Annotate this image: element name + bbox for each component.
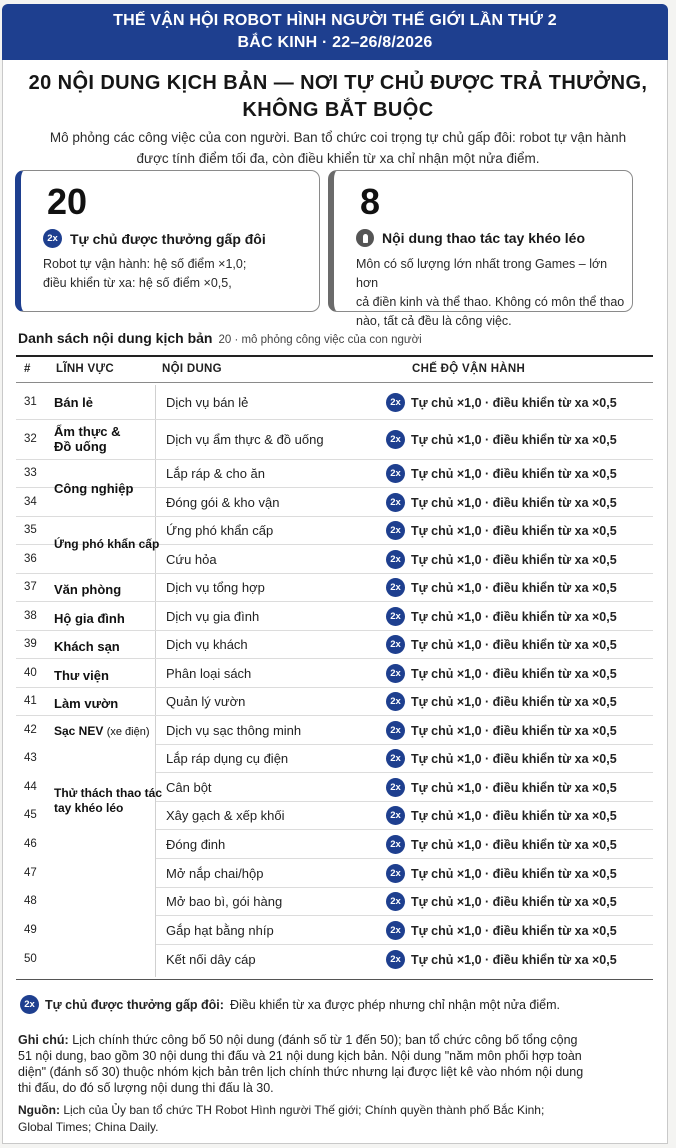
- row-mode-text: Tự chủ ×1,0 · điều khiển từ xa ×0,5: [411, 923, 617, 938]
- row-mode-text: Tự chủ ×1,0 · điều khiển từ xa ×0,5: [411, 609, 617, 624]
- double-badge-icon: 2x: [20, 995, 39, 1014]
- row-mode: [386, 393, 617, 412]
- row-event-name: Cứu hỏa: [166, 552, 217, 567]
- row-event-name: Mở bao bì, gói hàng: [166, 894, 283, 909]
- finger-icon: [356, 229, 374, 247]
- stat-body-line: Robot tự vận hành: hệ số điểm ×1,0;: [43, 257, 247, 271]
- double-badge-icon: 2x: [386, 835, 405, 854]
- col-header-field: LĨNH VỰC: [56, 363, 114, 375]
- row-event-name: Dịch vụ bán lẻ: [166, 395, 249, 410]
- stat-heading: [356, 229, 585, 247]
- notes-line: Lịch chính thức công bố 50 nội dung (đánh số từ 1 đến 50); ban tổ chức công bố tổng cộng: [72, 1033, 578, 1047]
- list-subtitle: 20 · mô phỏng công việc của con người: [218, 334, 422, 346]
- row-mode: [386, 664, 617, 683]
- double-badge-icon: 2x: [386, 864, 405, 883]
- subtitle-line-2: được tính điểm tối đa, còn điều khiển từ xa chỉ nhận một nửa điểm.: [136, 151, 540, 166]
- notes-line: diện" (đánh số 30) thuộc nhóm kịch bản trên lịch chính thức nhưng lại được liệt kê vào nhóm nội dung: [18, 1065, 584, 1079]
- row-mode-text: Tự chủ ×1,0 · điều khiển từ xa ×0,5: [411, 523, 617, 538]
- field-label-text: Làm vườn: [54, 696, 119, 711]
- field-label-text: Khách sạn: [54, 639, 120, 654]
- row-event-name: Gắp hạt bằng nhíp: [166, 923, 274, 938]
- field-label-text: Thử thách thao tác: [54, 786, 163, 800]
- row-mode: [386, 692, 617, 711]
- table-row: [16, 745, 653, 773]
- row-event-name: Cân bột: [166, 780, 212, 795]
- title-line-1: 20 NỘI DUNG KỊCH BẢN — NƠI TỰ CHỦ ĐƯỢC TRẢ THƯỞNG,: [28, 72, 648, 94]
- row-mode-text: Tự chủ ×1,0 · điều khiển từ xa ×0,5: [411, 466, 617, 481]
- double-badge-icon: 2x: [386, 806, 405, 825]
- double-badge-icon: 2x: [386, 493, 405, 512]
- row-mode: [386, 493, 617, 512]
- row-mode: [386, 749, 617, 768]
- row-number: 49: [24, 924, 37, 936]
- subtitle-line-1: Mô phỏng các công việc của con người. Ban tổ chức coi trọng tự chủ gấp đôi: robot tự vận hành: [49, 130, 627, 145]
- title-line-2: KHÔNG BẮT BUỘC: [242, 99, 434, 121]
- source: [18, 1102, 648, 1136]
- row-number: 48: [24, 895, 37, 907]
- row-mode-text: Tự chủ ×1,0 · điều khiển từ xa ×0,5: [411, 694, 617, 709]
- row-mode: [386, 892, 617, 911]
- row-event-name: Lắp ráp dụng cụ điện: [166, 751, 289, 766]
- stat-card-dexterity: [328, 170, 633, 328]
- row-event-name: Dịch vụ tổng hợp: [166, 580, 265, 595]
- row-mode-text: Tự chủ ×1,0 · điều khiển từ xa ×0,5: [411, 432, 617, 447]
- field-label-text: Ẩm thực &: [54, 424, 121, 439]
- field-label-text: tay khéo léo: [54, 801, 124, 815]
- table-row: [16, 830, 653, 859]
- row-number: 43: [24, 752, 37, 764]
- stat-body-line: cả điền kinh và thể thao. Không có môn thể thao: [356, 295, 625, 309]
- row-mode-text: Tự chủ ×1,0 · điều khiển từ xa ×0,5: [411, 637, 617, 652]
- row-mode: [386, 721, 617, 740]
- stat-card-autonomy: [15, 170, 320, 312]
- stat-body-line: điều khiển từ xa: hệ số điểm ×0,5,: [43, 276, 232, 290]
- row-mode-text: Tự chủ ×1,0 · điều khiển từ xa ×0,5: [411, 580, 617, 595]
- field-label-text: Hộ gia đình: [54, 611, 125, 626]
- row-event-name: Ứng phó khẩn cấp: [166, 523, 274, 538]
- row-mode-text: Tự chủ ×1,0 · điều khiển từ xa ×0,5: [411, 780, 617, 795]
- field-label: [54, 611, 125, 626]
- row-event-name: Dịch vụ ẩm thực & đồ uống: [166, 432, 324, 447]
- row-number: 33: [24, 467, 37, 479]
- double-badge-icon: 2x: [386, 607, 405, 626]
- stat-number: 8: [360, 181, 381, 222]
- stat-body-line: nào, tất cả đều là công việc.: [356, 314, 512, 328]
- row-number: 39: [24, 638, 37, 650]
- double-badge-icon: 2x: [386, 430, 405, 449]
- row-mode: [386, 950, 617, 969]
- table-row: [16, 385, 653, 420]
- row-event-name: Phân loại sách: [166, 666, 252, 681]
- row-mode: [386, 607, 617, 626]
- row-mode-text: Tự chủ ×1,0 · điều khiển từ xa ×0,5: [411, 666, 617, 681]
- table-row: [16, 859, 653, 888]
- row-event-name: Xây gạch & xếp khối: [166, 808, 285, 823]
- row-mode-text: Tự chủ ×1,0 · điều khiển từ xa ×0,5: [411, 395, 617, 410]
- col-header-item: NỘI DUNG: [162, 363, 222, 375]
- double-badge-icon: 2x: [386, 578, 405, 597]
- row-number: 50: [24, 953, 37, 965]
- double-badge-icon: 2x: [386, 950, 405, 969]
- row-number: 46: [24, 838, 37, 850]
- field-label-text: Thư viện: [54, 668, 109, 683]
- field-label-text: Sạc NEV: [54, 724, 104, 738]
- banner-line-2: BẮC KINH · 22–26/8/2026: [237, 34, 433, 51]
- double-badge-icon: 2x: [386, 692, 405, 711]
- field-label: [54, 639, 120, 654]
- row-number: 36: [24, 553, 37, 565]
- row-mode-text: Tự chủ ×1,0 · điều khiển từ xa ×0,5: [411, 952, 617, 967]
- page-subtitle: [20, 127, 656, 169]
- field-label: [54, 724, 150, 740]
- row-number: 45: [24, 809, 37, 821]
- row-event-name: Đóng đinh: [166, 837, 226, 852]
- stat-number: 20: [47, 181, 88, 222]
- row-event-name: Lắp ráp & cho ăn: [166, 466, 266, 481]
- field-label: [54, 786, 162, 816]
- row-number: 47: [24, 867, 37, 879]
- col-header-mode: CHẾ ĐỘ VẬN HÀNH: [412, 363, 526, 375]
- divider: [16, 382, 653, 383]
- row-mode: [386, 835, 617, 854]
- field-label-text: Đồ uống: [54, 439, 107, 454]
- row-mode: [386, 550, 617, 569]
- row-mode-text: Tự chủ ×1,0 · điều khiển từ xa ×0,5: [411, 552, 617, 567]
- field-label: [54, 582, 121, 597]
- row-mode: [386, 464, 617, 483]
- double-badge-icon: 2x: [386, 521, 405, 540]
- list-title-text: Danh sách nội dung kịch bản: [18, 330, 213, 346]
- field-label: [54, 424, 120, 454]
- double-badge-icon: 2x: [386, 892, 405, 911]
- source-line: Global Times; China Daily.: [18, 1120, 159, 1134]
- divider: [16, 979, 653, 980]
- double-badge-icon: 2x: [386, 635, 405, 654]
- row-number: 31: [24, 396, 37, 408]
- row-number: 40: [24, 667, 37, 679]
- field-label-text: Ứng phó khẩn cấp: [54, 537, 160, 551]
- page-title: [0, 70, 676, 124]
- row-number: 34: [24, 496, 37, 508]
- row-mode: [386, 521, 617, 540]
- notes: [18, 1032, 648, 1096]
- row-number: 42: [24, 724, 37, 736]
- notes-line: 51 nội dung, bao gồm 30 nội dung thi đấu và 21 nội dung kịch bản. Nội dung "năm môn phối hợp toàn: [18, 1049, 582, 1063]
- double-badge-icon: 2x: [386, 749, 405, 768]
- field-label: [54, 696, 118, 711]
- list-title: [18, 330, 422, 346]
- double-badge-icon: 2x: [386, 550, 405, 569]
- field-label: [54, 395, 93, 410]
- double-badge-icon: 2x: [386, 921, 405, 940]
- row-mode-text: Tự chủ ×1,0 · điều khiển từ xa ×0,5: [411, 723, 617, 738]
- field-label-text: Bán lẻ: [54, 395, 94, 410]
- source-line: Lịch của Ủy ban tổ chức TH Robot Hình người Thế giới; Chính quyền thành phố Bắc Kinh;: [63, 1103, 545, 1117]
- legend-bold: Tự chủ được thưởng gấp đôi:: [45, 997, 224, 1012]
- field-label-note: (xe điện): [106, 726, 150, 738]
- legend: [20, 995, 560, 1014]
- table-row: [16, 659, 653, 688]
- stat-body: [43, 255, 313, 293]
- field-label-text: Văn phòng: [54, 582, 122, 597]
- col-header-num: #: [24, 363, 31, 375]
- source-label: Nguồn:: [18, 1103, 60, 1117]
- row-mode-text: Tự chủ ×1,0 · điều khiển từ xa ×0,5: [411, 751, 617, 766]
- row-number: 41: [24, 695, 37, 707]
- row-event-name: Đóng gói & kho vận: [166, 495, 280, 510]
- double-badge-icon: 2x: [386, 393, 405, 412]
- legend-text: Điều khiển từ xa được phép nhưng chỉ nhận một nửa điểm.: [229, 997, 560, 1012]
- field-label-text: Công nghiệp: [54, 481, 134, 496]
- double-badge-icon: 2x: [386, 464, 405, 483]
- row-event-name: Dịch vụ gia đình: [166, 609, 260, 624]
- row-number: 32: [24, 433, 37, 445]
- row-mode-text: Tự chủ ×1,0 · điều khiển từ xa ×0,5: [411, 837, 617, 852]
- double-badge-icon: 2x: [43, 229, 62, 248]
- row-number: 38: [24, 610, 37, 622]
- banner-line-1: THẾ VẬN HỘI ROBOT HÌNH NGƯỜI THẾ GIỚI LẦN THỨ 2: [113, 12, 557, 29]
- row-mode: [386, 578, 617, 597]
- row-mode: [386, 778, 617, 797]
- row-event-name: Quản lý vườn: [166, 694, 246, 709]
- row-mode: [386, 806, 617, 825]
- divider: [16, 355, 653, 357]
- double-badge-icon: 2x: [386, 664, 405, 683]
- stat-heading-text: Tự chủ được thưởng gấp đôi: [70, 230, 266, 247]
- row-event-name: Dịch vụ sạc thông minh: [166, 723, 302, 738]
- table-row: [16, 888, 653, 916]
- row-number: 37: [24, 581, 37, 593]
- row-mode-text: Tự chủ ×1,0 · điều khiển từ xa ×0,5: [411, 495, 617, 510]
- row-mode-text: Tự chủ ×1,0 · điều khiển từ xa ×0,5: [411, 866, 617, 881]
- row-mode: [386, 430, 617, 449]
- row-mode-text: Tự chủ ×1,0 · điều khiển từ xa ×0,5: [411, 894, 617, 909]
- stat-heading-text: Nội dung thao tác tay khéo léo: [382, 230, 586, 246]
- row-mode: [386, 921, 617, 940]
- stat-body-line: Môn có số lượng lớn nhất trong Games – lớn hơn: [356, 257, 608, 290]
- row-event-name: Dịch vụ khách: [166, 637, 248, 652]
- row-number: 35: [24, 524, 37, 536]
- table-row: [16, 945, 653, 975]
- notes-label: Ghi chú:: [18, 1033, 69, 1047]
- row-mode-text: Tự chủ ×1,0 · điều khiển từ xa ×0,5: [411, 808, 617, 823]
- field-label: [54, 481, 133, 496]
- field-label: [54, 537, 159, 552]
- double-badge-icon: 2x: [386, 721, 405, 740]
- event-banner: [2, 4, 668, 60]
- row-mode: [386, 635, 617, 654]
- table-row: [16, 916, 653, 945]
- stat-heading: [43, 229, 266, 248]
- row-event-name: Mở nắp chai/hộp: [166, 866, 264, 881]
- row-mode: [386, 864, 617, 883]
- row-event-name: Kết nối dây cáp: [166, 952, 256, 967]
- row-number: 44: [24, 781, 37, 793]
- notes-line: thi đấu, do đó số lượng nội dung thi đấu là 30.: [18, 1081, 274, 1095]
- stat-body: [356, 255, 626, 331]
- double-badge-icon: 2x: [386, 778, 405, 797]
- field-label: [54, 668, 109, 683]
